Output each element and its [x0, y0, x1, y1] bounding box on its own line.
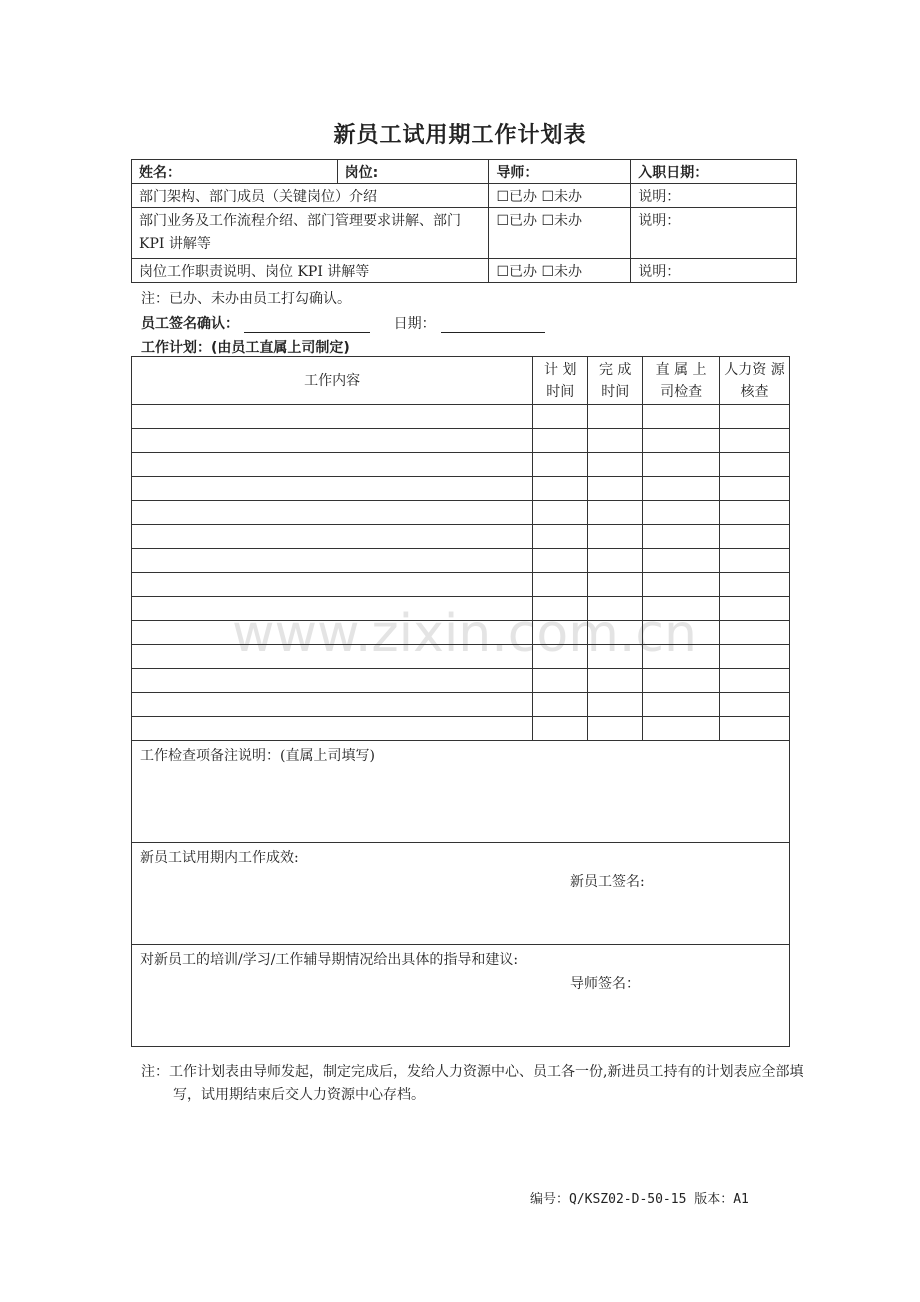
table-row — [132, 405, 790, 429]
table-cell[interactable] — [720, 477, 790, 501]
table-row — [132, 597, 790, 621]
table-cell[interactable] — [533, 453, 588, 477]
mentor-sign-label: 导师签名： — [570, 976, 640, 992]
work-plan-table — [131, 356, 790, 1047]
table-row — [132, 549, 790, 573]
table-cell[interactable] — [132, 717, 533, 741]
page-title: 新员工试用期工作计划表 — [333, 123, 587, 148]
table-cell[interactable] — [720, 429, 790, 453]
guidance-label: 对新员工的培训/学习/工作辅导期情况给出具体的指导和建议: — [140, 952, 519, 968]
table-cell[interactable] — [720, 717, 790, 741]
results-label: 新员工试用期内工作成效: — [140, 850, 299, 866]
document-code: 编号：Q/KSZ02-D-50-15 版本：A1 — [530, 1192, 749, 1207]
name-field[interactable]: 姓名： — [132, 160, 338, 184]
table-cell[interactable] — [720, 597, 790, 621]
table-cell[interactable] — [533, 501, 588, 525]
orientation-table — [131, 159, 797, 283]
table-cell[interactable] — [132, 405, 533, 429]
table-cell[interactable] — [533, 525, 588, 549]
table-cell[interactable] — [588, 429, 643, 453]
table-cell[interactable] — [643, 405, 720, 429]
table-row — [132, 477, 790, 501]
status-checkboxes[interactable]: ☐已办 ☐未办 — [489, 184, 631, 208]
guidance-box[interactable] — [132, 945, 790, 1047]
table-cell[interactable] — [588, 621, 643, 645]
table-cell[interactable] — [533, 621, 588, 645]
table-cell[interactable] — [533, 405, 588, 429]
position-field[interactable]: 岗位: — [337, 160, 489, 184]
orientation-item-text: 部门业务及工作流程介绍、部门管理要求讲解、部门 KPI 讲解等 — [132, 208, 489, 259]
table-cell[interactable] — [588, 525, 643, 549]
table-cell[interactable] — [533, 693, 588, 717]
plan-label: 工作计划：(由员工直属上司制定) — [141, 340, 350, 356]
table-cell[interactable] — [643, 453, 720, 477]
results-box[interactable] — [132, 843, 790, 945]
note-field[interactable]: 说明： — [631, 259, 797, 283]
table-cell[interactable] — [720, 693, 790, 717]
table-cell[interactable] — [720, 645, 790, 669]
table-cell[interactable] — [643, 549, 720, 573]
guidance-row — [132, 945, 790, 1047]
status-checkboxes[interactable]: ☐已办 ☐未办 — [489, 208, 631, 259]
table-cell[interactable] — [720, 669, 790, 693]
table-cell[interactable] — [643, 717, 720, 741]
table-cell[interactable] — [643, 597, 720, 621]
review-note-label: 工作检查项备注说明：(直属上司填写) — [140, 748, 375, 764]
table-cell[interactable] — [533, 669, 588, 693]
orientation-row — [132, 208, 797, 259]
table-cell[interactable] — [588, 573, 643, 597]
table-cell[interactable] — [588, 405, 643, 429]
table-cell[interactable] — [533, 429, 588, 453]
table-cell[interactable] — [588, 645, 643, 669]
table-row — [132, 621, 790, 645]
results-row — [132, 843, 790, 945]
col-hr-review: 人力资 源核查 — [720, 357, 790, 405]
table-cell[interactable] — [720, 501, 790, 525]
table-cell[interactable] — [720, 573, 790, 597]
table-cell[interactable] — [588, 669, 643, 693]
plan-header-row — [132, 357, 790, 405]
table-cell[interactable] — [643, 693, 720, 717]
table-cell[interactable] — [643, 525, 720, 549]
review-note-row — [132, 741, 790, 843]
table-cell[interactable] — [643, 645, 720, 669]
review-note-box[interactable] — [132, 741, 790, 843]
col-work-content: 工作内容 — [132, 357, 533, 405]
table-cell[interactable] — [533, 645, 588, 669]
table-cell[interactable] — [132, 693, 533, 717]
table-cell[interactable] — [588, 477, 643, 501]
table-cell[interactable] — [588, 549, 643, 573]
orientation-item-text: 岗位工作职责说明、岗位 KPI 讲解等 — [132, 259, 489, 283]
table-cell[interactable] — [720, 549, 790, 573]
status-checkboxes[interactable]: ☐已办 ☐未办 — [489, 259, 631, 283]
table-cell[interactable] — [533, 477, 588, 501]
table-cell[interactable] — [132, 501, 533, 525]
employee-sign-row — [141, 313, 545, 333]
table-cell[interactable] — [720, 405, 790, 429]
table-cell[interactable] — [643, 501, 720, 525]
table-cell[interactable] — [533, 597, 588, 621]
table-cell[interactable] — [720, 453, 790, 477]
note-field[interactable]: 说明： — [631, 208, 797, 259]
entry-date-field[interactable]: 入职日期： — [631, 160, 797, 184]
table-row — [132, 573, 790, 597]
header-row — [132, 160, 797, 184]
table-cell[interactable] — [132, 549, 533, 573]
table-cell[interactable] — [132, 669, 533, 693]
table-row — [132, 693, 790, 717]
table-cell[interactable] — [533, 573, 588, 597]
table-row — [132, 525, 790, 549]
table-cell[interactable] — [643, 429, 720, 453]
new-employee-sign-label: 新员工签名: — [570, 874, 645, 890]
orientation-row — [132, 259, 797, 283]
col-planned-time: 计 划 时间 — [533, 357, 588, 405]
table-row — [132, 669, 790, 693]
mentor-field[interactable]: 导师： — [489, 160, 631, 184]
table-cell[interactable] — [643, 621, 720, 645]
table-cell[interactable] — [588, 693, 643, 717]
orientation-row — [132, 184, 797, 208]
table-cell[interactable] — [720, 525, 790, 549]
col-completion-time: 完 成 时间 — [588, 357, 643, 405]
table-cell[interactable] — [132, 645, 533, 669]
table-cell[interactable] — [720, 621, 790, 645]
table-cell[interactable] — [533, 549, 588, 573]
table-cell[interactable] — [132, 573, 533, 597]
date-input[interactable] — [441, 318, 545, 333]
employee-sign-input[interactable] — [244, 318, 370, 333]
table-row — [132, 645, 790, 669]
table-cell[interactable] — [132, 597, 533, 621]
table-row — [132, 717, 790, 741]
table-cell[interactable] — [132, 621, 533, 645]
table-cell[interactable] — [132, 525, 533, 549]
employee-sign-label: 员工签名确认： — [141, 316, 239, 332]
watermark: www.zixin.com.cn — [232, 604, 697, 664]
table-cell[interactable] — [132, 429, 533, 453]
table-row — [132, 501, 790, 525]
table-cell[interactable] — [643, 669, 720, 693]
table-cell[interactable] — [643, 573, 720, 597]
note-field[interactable]: 说明： — [631, 184, 797, 208]
table-cell[interactable] — [588, 453, 643, 477]
orientation-item-text: 部门架构、部门成员（关键岗位）介绍 — [132, 184, 489, 208]
table-cell[interactable] — [643, 477, 720, 501]
date-label: 日期： — [393, 316, 436, 332]
col-supervisor-check: 直 属 上 司检查 — [643, 357, 720, 405]
note-distribution: 注：工作计划表由导师发起，制定完成后，发给人力资源中心、员工各一份,新进员工持有的计划表应全部填写，试用期结束后交人力资源中心存档。 — [141, 1064, 804, 1103]
table-cell[interactable] — [588, 501, 643, 525]
table-row — [132, 453, 790, 477]
table-cell[interactable] — [588, 597, 643, 621]
table-cell[interactable] — [588, 717, 643, 741]
table-cell[interactable] — [132, 477, 533, 501]
table-cell[interactable] — [132, 453, 533, 477]
note-checkbox-instruction: 注：已办、未办由员工打勾确认。 — [141, 291, 351, 307]
table-cell[interactable] — [533, 717, 588, 741]
table-row — [132, 429, 790, 453]
